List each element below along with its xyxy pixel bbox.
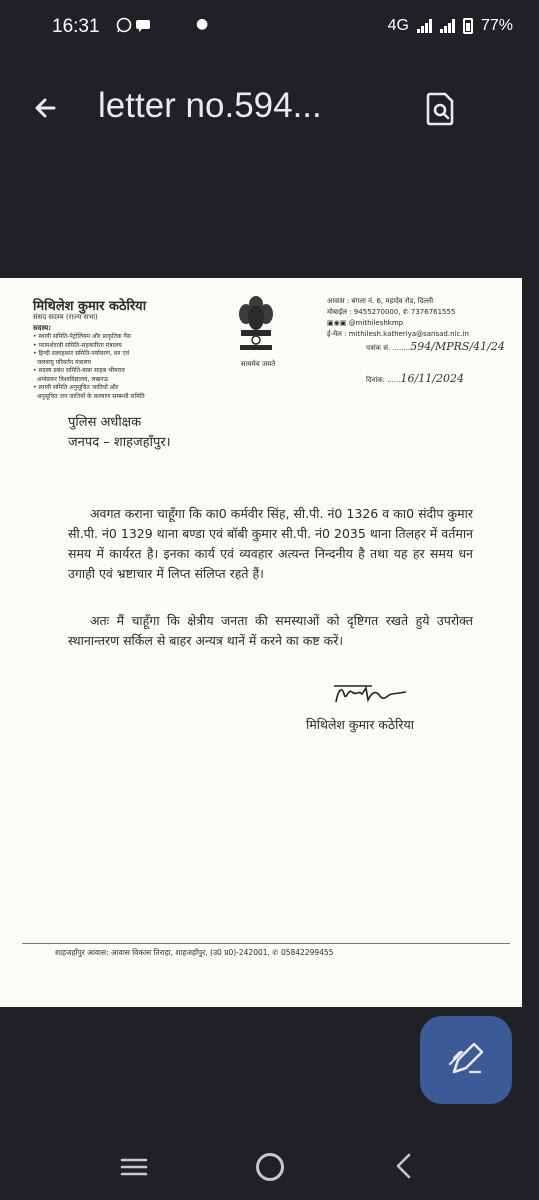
list-item: अम्बेडकर विश्वविद्यालय, लखनऊ <box>36 375 109 383</box>
contact-address: आवास : बंगला नं. 6, महादेव रोड, दिल्ली <box>327 297 434 305</box>
status-right <box>388 17 513 35</box>
document-search-icon <box>419 86 463 130</box>
letter-date: दिनांक: ......16/11/2024 <box>366 372 464 385</box>
status-time: 16:31 <box>52 16 100 37</box>
committee-heading: सदस्य: <box>33 324 52 332</box>
arrow-left-icon <box>24 86 68 130</box>
search-document-button[interactable] <box>419 86 463 130</box>
list-item: • सदस्य प्रबंध समिति-बाबा साहब भीमराव <box>33 367 125 374</box>
network-type: 4G <box>387 17 409 34</box>
battery-icon <box>463 18 473 34</box>
signal-icon <box>417 19 432 33</box>
status-bar <box>0 0 539 58</box>
national-emblem-icon <box>236 294 276 358</box>
app-bar <box>0 60 539 156</box>
notification-dot-icon: ● <box>196 16 209 32</box>
contact-email: ई-मेल : mithilesh.katheriya@sansad.nic.in <box>327 330 469 338</box>
footer-address: शाहजहाँपुर आवास: आवास विकास तिराहा, शाहजहाँपुर, (उ0 प्र0)-242001, ✆ 05842299455 <box>55 948 334 957</box>
contact-block <box>327 296 469 340</box>
edit-button[interactable] <box>420 1016 512 1104</box>
back-button[interactable] <box>24 86 68 130</box>
document-title: letter no.594... <box>98 86 322 125</box>
letter-page <box>0 278 522 1007</box>
list-item: • परामर्शदात्री समिति-सहकारिता मंत्रालय <box>33 341 122 349</box>
letter-paragraph-1: अवगत कराना चाहूँगा कि का0 कर्मवीर सिंह, सी.पी. नं0 1326 व का0 संदीप कुमार सी.पी. नं0 1329 थाना बण्डा एवं बॉबी कुमार सी.पी. नं0 2035 थाना तिलहर में वर्तमान समय में कार्यरत है। इनका कार्य एवं व्यवहार अत्यन्त निन्दनीय है तथा यह हर समय धन उगाही एवं भ्रष्टाचार में लिप्त संलिप्त रहते हैं। <box>68 506 473 581</box>
footer-divider <box>22 943 510 944</box>
list-item: जलवायु परिवर्तन मंत्रालय <box>36 358 92 366</box>
recipient-block <box>68 413 171 453</box>
edit-pen-icon <box>420 1016 512 1104</box>
contact-social: ▣◉▣ @mithileshkmp <box>327 319 404 327</box>
nav-back-button[interactable] <box>394 1153 414 1179</box>
signal-icon-2 <box>440 19 455 33</box>
letter-paragraph-2: अतः मैं चाहूँगा कि क्षेत्रीय जनता की समस्याओं को दृष्टिगत रखते हुये उपरोक्त स्थानान्तरण सर्किल से बाहर अन्यत्र थानें में करने का कष्ट करें। <box>68 613 473 648</box>
list-item: अनुसूचित जन जातियों के कल्याण सम्बन्धी समिति <box>36 392 145 400</box>
committee-list <box>33 333 233 401</box>
emblem-motto: सत्यमेव जयते <box>240 360 276 368</box>
sender-role: संसद सदस्य (राज्य सभा) <box>33 313 98 321</box>
contact-mobile: मोबाईल : 9455270000, ✆ 7376761555 <box>327 308 456 316</box>
list-item: • स्थायी समिति-पेट्रोलियम और प्राकृतिक गैस <box>33 333 131 340</box>
home-button[interactable] <box>256 1153 284 1181</box>
navigation-bar <box>0 1135 539 1200</box>
list-item: • हिन्दी सलाहकार समिति-पर्यावरण, वन एवं <box>33 350 130 357</box>
list-item: • स्थायी समिति अनुसूचित जातियों और <box>33 384 119 391</box>
recipient-title: पुलिस अधीक्षक <box>68 415 142 430</box>
social-media-icon: ▣◉▣ <box>327 319 349 327</box>
battery-percent: 77% <box>480 17 513 34</box>
handwritten-signature <box>332 680 412 710</box>
signatory-name: मिथिलेश कुमार कठेरिया <box>306 717 414 732</box>
reference-number: पत्रांक सं. ........594/MPRS/41/24 <box>366 340 505 353</box>
sender-name: मिथिलेश कुमार कठेरिया <box>33 299 147 314</box>
recent-apps-button[interactable] <box>120 1157 148 1177</box>
whatsapp-icon <box>116 17 152 37</box>
recipient-district: जनपद – शाहजहाँपुर। <box>68 435 171 450</box>
